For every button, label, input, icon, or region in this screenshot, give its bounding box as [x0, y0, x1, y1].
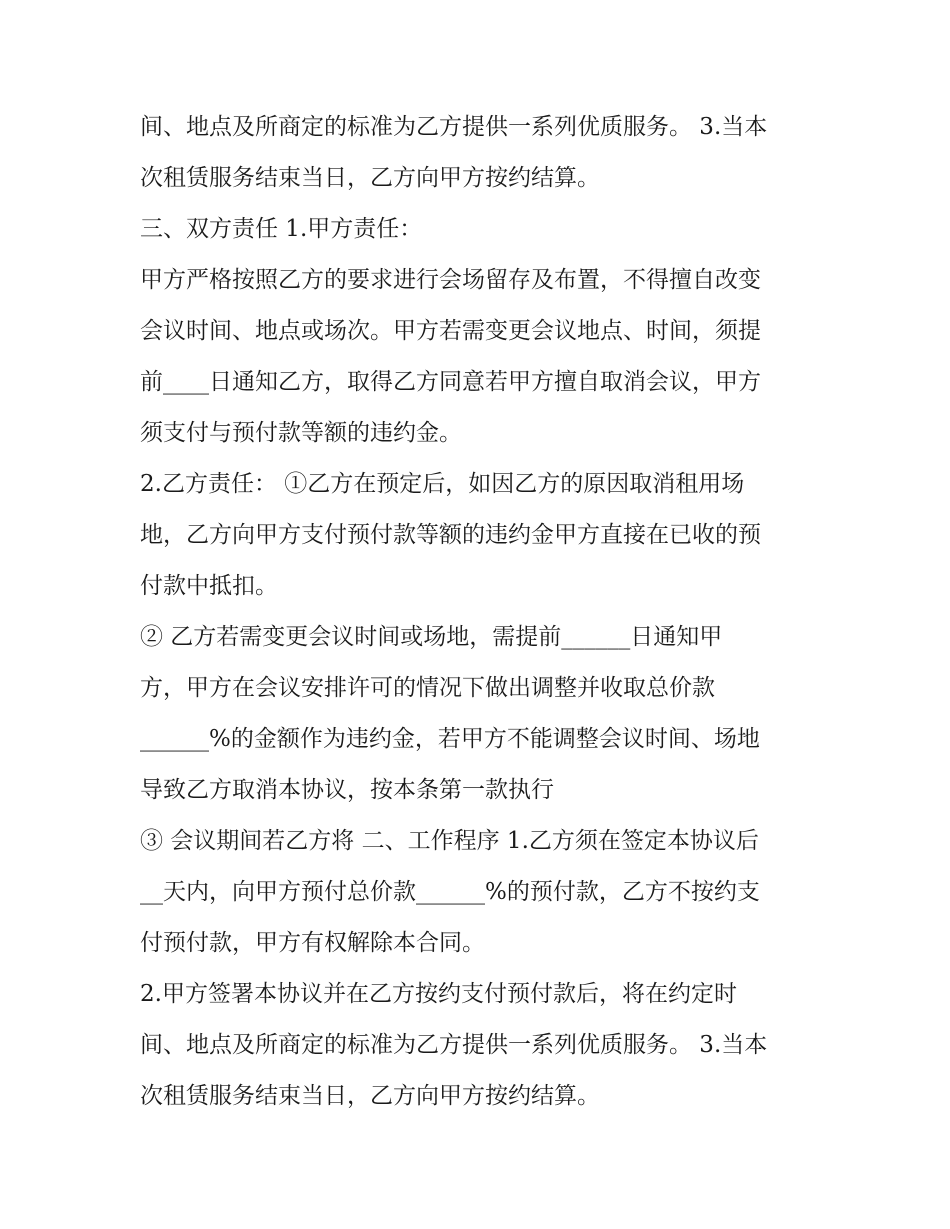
text-line: 付预付款，甲方有权解除本合同。 — [140, 930, 485, 956]
text-line: 须支付与预付款等额的违约金。 — [140, 420, 462, 446]
text-line: ______%的金额作为违约金，若甲方不能调整会议时间、场地 — [140, 726, 760, 752]
text-line: ② 乙方若需变更会议时间或场地，需提前______日通知甲 — [140, 624, 723, 650]
text-line: 间、地点及所商定的标准为乙方提供一系列优质服务。 3.当本 — [140, 1032, 768, 1058]
text-line: 方，甲方在会议安排许可的情况下做出调整并收取总价款 — [140, 675, 715, 701]
text-line: 地，乙方向甲方支付预付款等额的违约金甲方直接在已收的预 — [140, 522, 761, 548]
text-line: 导致乙方取消本协议，按本条第一款执行 — [140, 777, 554, 803]
text-line: ③ 会议期间若乙方将 二、工作程序 1.乙方须在签定本协议后 — [140, 828, 759, 854]
text-line: __天内，向甲方预付总价款______%的预付款，乙方不按约支 — [140, 879, 760, 905]
text-line: 甲方严格按照乙方的要求进行会场留存及布置，不得擅自改变 — [140, 267, 761, 293]
text-line: 付款中抵扣。 — [140, 573, 278, 599]
text-line: 间、地点及所商定的标准为乙方提供一系列优质服务。 3.当本 — [140, 114, 768, 140]
text-line: 2.甲方签署本协议并在乙方按约支付预付款后，将在约定时 — [140, 981, 737, 1007]
text-line: 会议时间、地点或场次。甲方若需变更会议地点、时间，须提 — [140, 318, 761, 344]
text-line: 次租赁服务结束当日，乙方向甲方按约结算。 — [140, 1083, 600, 1109]
text-line: 前____日通知乙方，取得乙方同意若甲方擅自取消会议，甲方 — [140, 369, 761, 395]
text-line: 2.乙方责任： ①乙方在预定后，如因乙方的原因取消租用场 — [140, 471, 745, 497]
section-heading: 三、双方责任 1.甲方责任： — [140, 216, 423, 242]
contract-text — [140, 102, 830, 1122]
text-line: 次租赁服务结束当日，乙方向甲方按约结算。 — [140, 165, 600, 191]
